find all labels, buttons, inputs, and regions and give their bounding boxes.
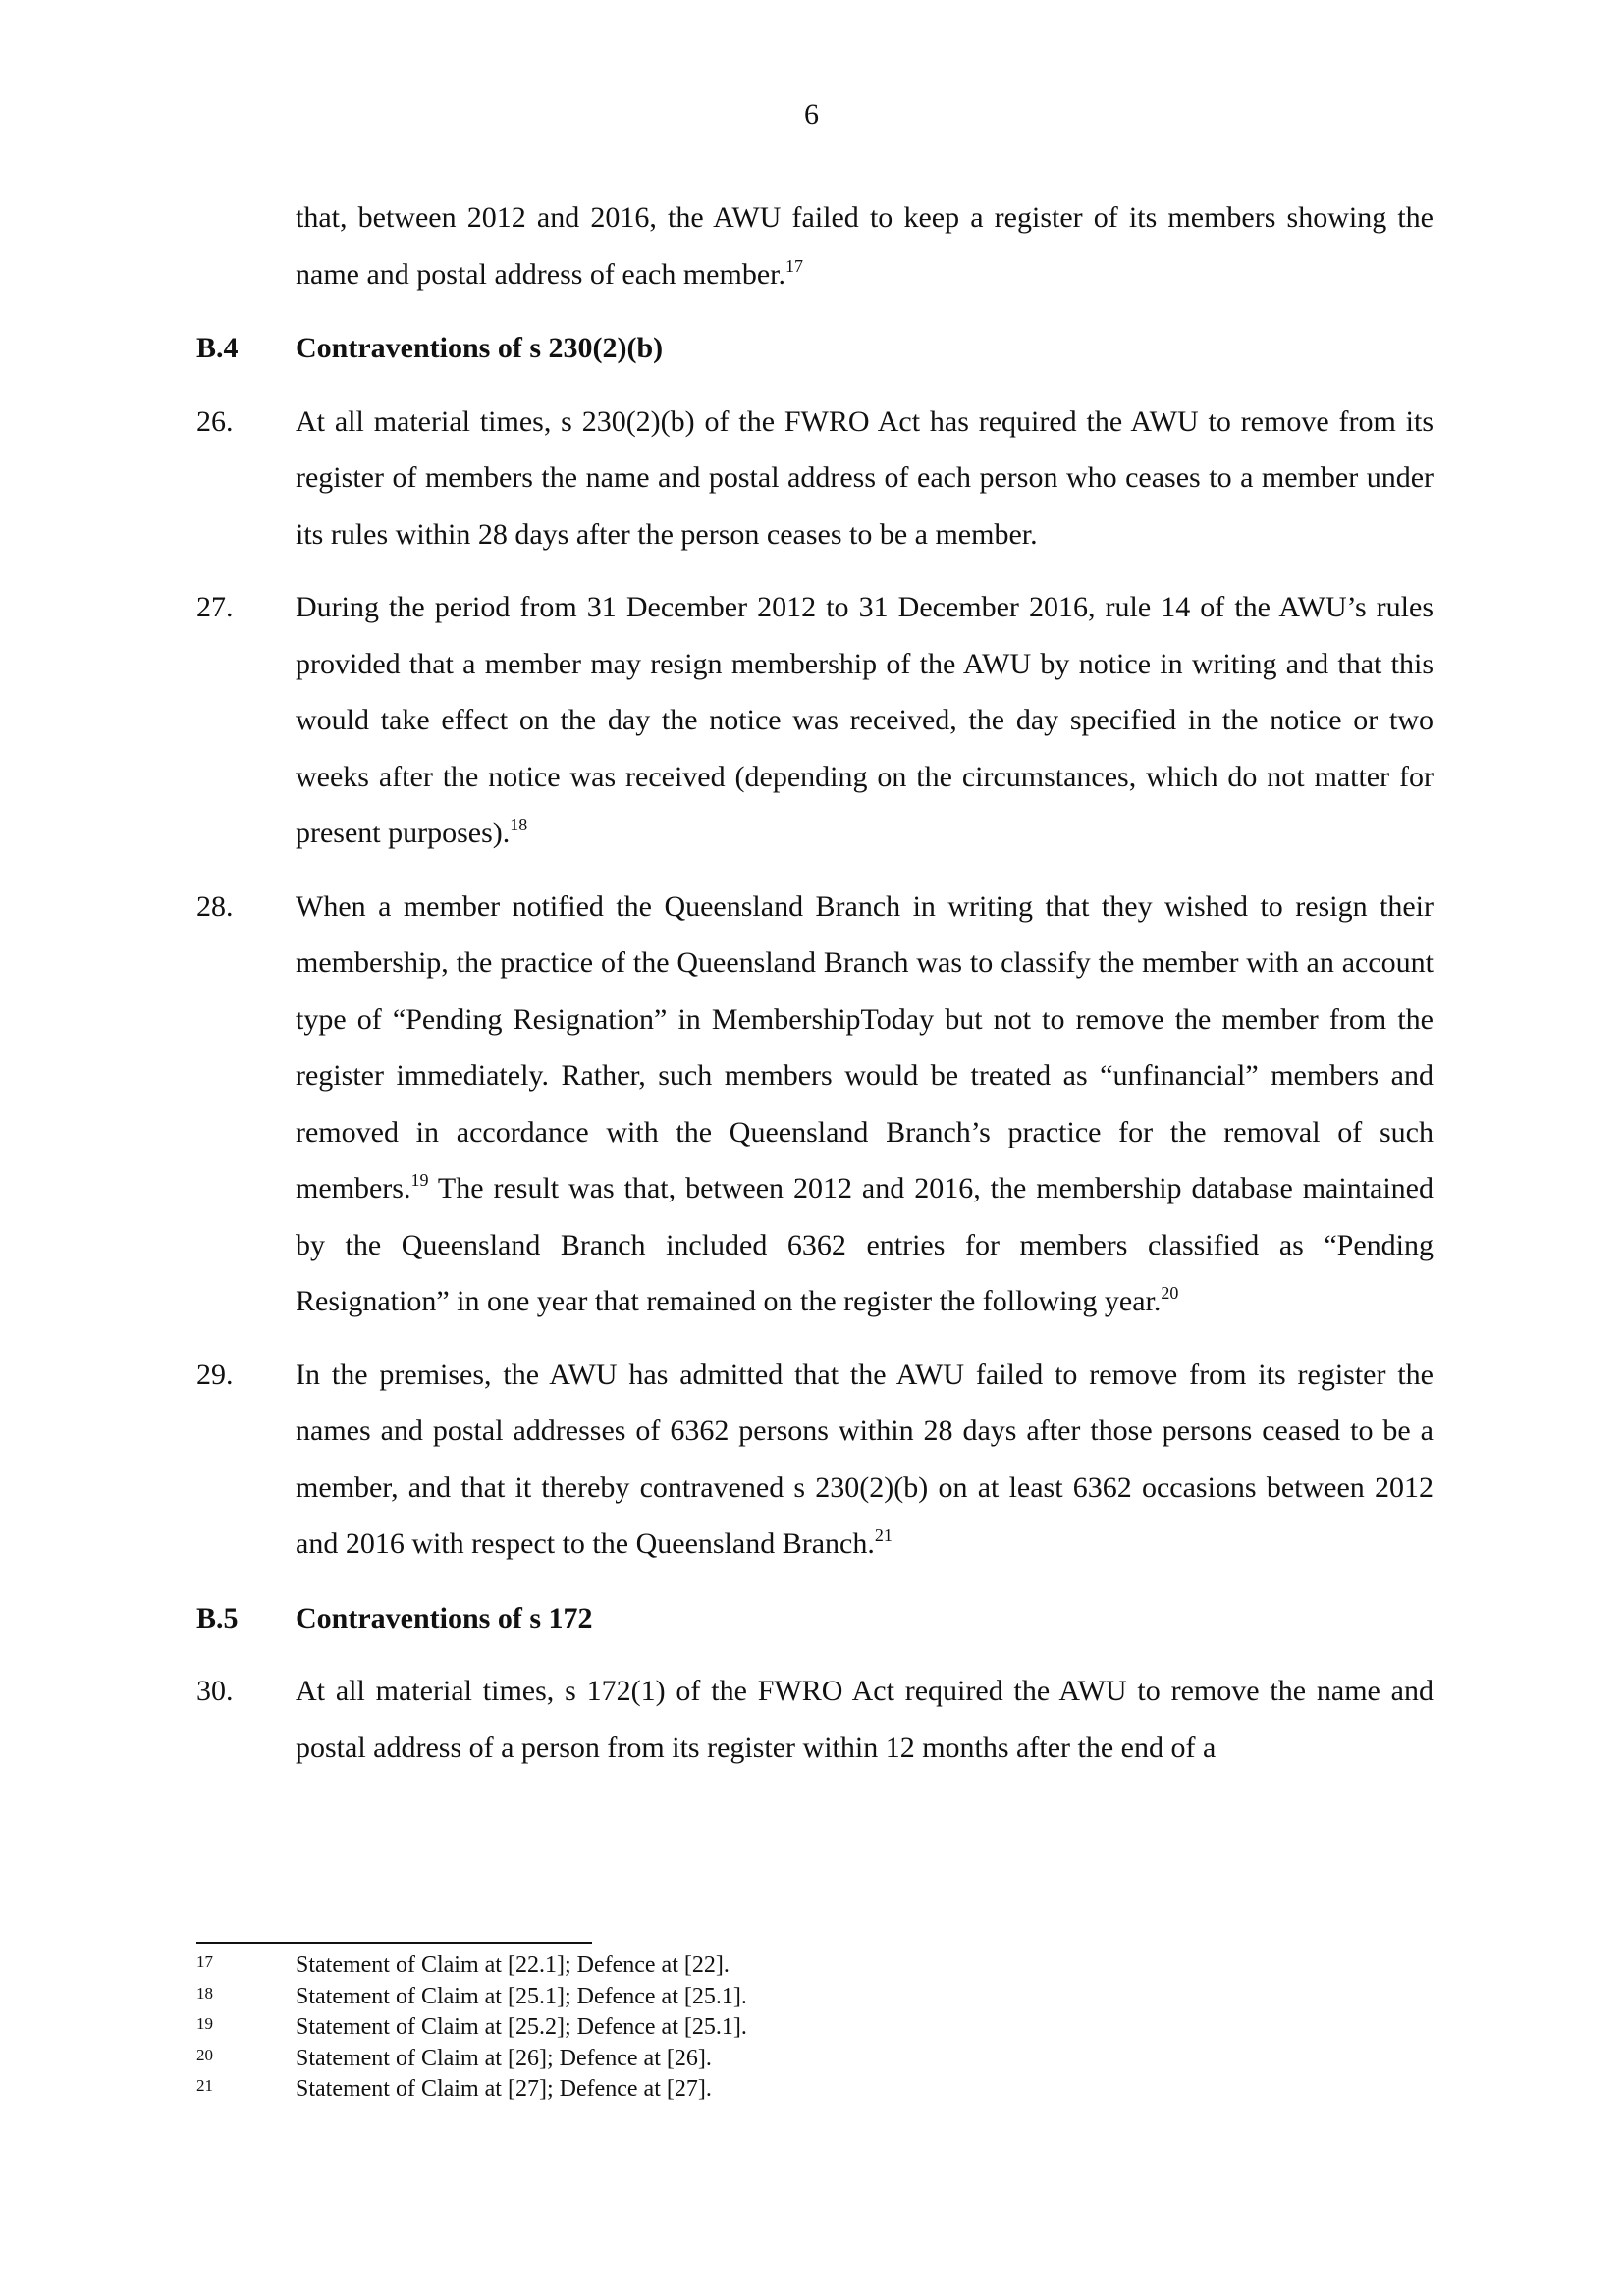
footnote-text: Statement of Claim at [25.2]; Defence at [25.1]. — [296, 2014, 747, 2040]
paragraph-number: 29. — [196, 1358, 234, 1391]
footnote-number: 17 — [196, 1952, 213, 1971]
paragraph-number: 28. — [196, 889, 234, 923]
paragraph-number: 26. — [196, 404, 234, 438]
footnote-20 — [196, 2044, 1434, 2075]
footnote-ref-18[interactable]: 18 — [510, 815, 528, 834]
paragraph-26 — [196, 394, 1434, 563]
paragraph-28 — [196, 879, 1434, 1330]
footnote-ref-21[interactable]: 21 — [874, 1525, 893, 1545]
paragraph-number: 27. — [196, 591, 234, 623]
footnote-ref-19[interactable]: 19 — [410, 1170, 429, 1190]
paragraph-text-part-2: The result was that, between 2012 and 2016, the membership database maintained by the Queensland Branch included 6362 entries for members classified as “Pending Resignation” in one year that remained on the register the following year. — [296, 1172, 1434, 1317]
footnote-number: 19 — [196, 2014, 213, 2033]
footnote-19 — [196, 2012, 1434, 2044]
paragraph-29 — [196, 1347, 1434, 1573]
section-title: Contraventions of s 230(2)(b) — [296, 332, 664, 364]
continued-paragraph — [296, 189, 1434, 302]
footnote-text: Statement of Claim at [25.1]; Defence at [25.1]. — [296, 1983, 747, 2009]
paragraph-number: 30. — [196, 1675, 234, 1707]
section-number: B.5 — [196, 1601, 239, 1634]
paragraph-text: At all material times, s 230(2)(b) of the FWRO Act has required the AWU to remove from its register of members the name and postal address of each person who ceases to a member under its rules within 28 days after the person ceases to be a member. — [296, 404, 1434, 551]
footnote-text: Statement of Claim at [27]; Defence at [27]. — [296, 2076, 712, 2102]
document-body — [196, 189, 1434, 1776]
footnote-number: 20 — [196, 2045, 213, 2064]
paragraph-text: In the premises, the AWU has admitted that the AWU failed to remove from its register the names and postal addresses of 6362 persons within 28 days after those persons ceased to be a member, and that it thereby contravened s 230(2)(b) on at least 6362 occasions between 2012 and 2016 with respect to the Queensland Branch. — [296, 1358, 1434, 1560]
section-heading-b4 — [196, 320, 1434, 377]
section-heading-b5 — [196, 1590, 1434, 1647]
paragraph-text-part-1: When a member notified the Queensland Branch in writing that they wished to resign their membership, the practice of the Queensland Branch was to classify the member with an account type of “Pending Resignation” in MembershipToday but not to remove the member from the register immediately. Rather, such members would be treated as “unfinancial” members and removed in accordance with the Queensland Branch’s practice for the removal of such members. — [296, 889, 1434, 1204]
footnote-ref-17[interactable]: 17 — [784, 255, 803, 276]
paragraph-30 — [196, 1663, 1434, 1776]
footnote-number: 18 — [196, 1983, 213, 2002]
footnote-text: Statement of Claim at [26]; Defence at [26]. — [296, 2045, 712, 2071]
page-number: 6 — [804, 98, 819, 131]
paragraph-text: During the period from 31 December 2012 to 31 December 2016, rule 14 of the AWU’s rules provided that a member may resign membership of the AWU by notice in writing and that this would take effect on the day the notice was received, the day specified in the notice or two weeks after the notice was received (depending on the circumstances, which do not matter for present purposes). — [296, 591, 1434, 849]
section-number: B.4 — [196, 332, 239, 364]
footnote-text: Statement of Claim at [22.1]; Defence at [22]. — [296, 1952, 730, 1978]
section-title: Contraventions of s 172 — [296, 1601, 593, 1634]
footnote-18 — [196, 1982, 1434, 2013]
paragraph-text: At all material times, s 172(1) of the FWRO Act required the AWU to remove the name and postal address of a person from its register within 12 months after the end of a — [296, 1675, 1434, 1764]
footnotes — [196, 1950, 1434, 2106]
footnote-separator — [196, 1942, 592, 1944]
continued-paragraph-text: that, between 2012 and 2016, the AWU failed to keep a register of its members showing the name and postal address of each member. — [296, 201, 1434, 291]
paragraph-27 — [196, 579, 1434, 862]
footnote-21 — [196, 2074, 1434, 2106]
footnote-17 — [196, 1950, 1434, 1982]
footnote-number: 21 — [196, 2076, 213, 2095]
footnote-ref-20[interactable]: 20 — [1161, 1283, 1179, 1303]
